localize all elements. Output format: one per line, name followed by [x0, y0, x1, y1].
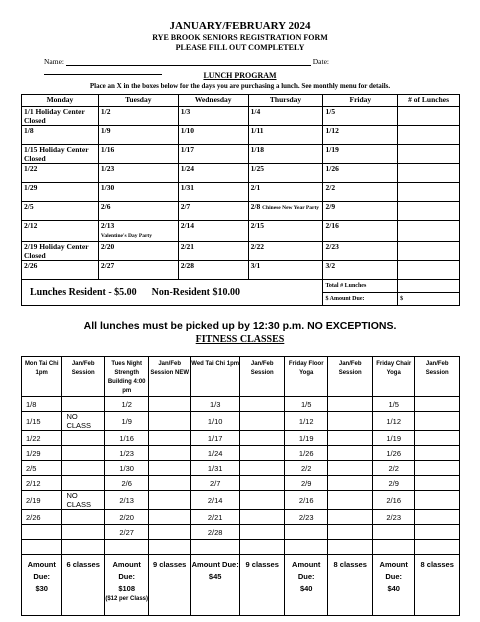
lunch-day-cell[interactable]	[22, 164, 99, 183]
fitness-session-cell[interactable]	[328, 397, 373, 412]
date-label: Date:	[312, 57, 329, 66]
lunch-day-cell[interactable]	[178, 126, 248, 145]
valentines-note: Valentine's Day Party	[100, 233, 152, 239]
lunch-day-cell[interactable]	[98, 164, 178, 183]
fitness-date-cell: 2/9	[372, 476, 414, 491]
fitness-session-cell[interactable]	[415, 540, 460, 555]
fitness-session-cell[interactable]	[240, 476, 285, 491]
fitness-session-cell[interactable]	[149, 540, 190, 555]
fitness-date-cell: 1/15	[22, 412, 62, 431]
fitness-session-cell[interactable]	[328, 431, 373, 446]
fitness-column-header: Mon Tai Chi 1pm	[22, 357, 62, 397]
fitness-session-cell[interactable]: NO CLASS	[62, 412, 104, 431]
lunch-day-cell[interactable]	[22, 202, 99, 221]
lunch-row	[22, 242, 460, 261]
lunch-date: 1/23	[100, 164, 115, 173]
lunch-date: 2/15	[250, 221, 264, 230]
lunch-day-cell[interactable]	[178, 202, 248, 221]
lunch-date: 2/7	[180, 202, 191, 211]
footer-label: Amount Due:	[112, 560, 141, 581]
fitness-session-cell[interactable]	[149, 491, 190, 510]
lunch-row	[22, 145, 460, 164]
lunch-date: 1/22	[24, 164, 38, 173]
fitness-column-header: Jan/Feb Session	[62, 357, 104, 397]
lunch-table	[21, 94, 460, 306]
fitness-column-header: Friday Chair Yoga	[372, 357, 414, 397]
fitness-session-cell[interactable]	[415, 446, 460, 461]
footer-amount: $30	[35, 584, 48, 593]
fitness-session-cell[interactable]	[149, 476, 190, 491]
fitness-session-cell[interactable]	[149, 412, 190, 431]
lunch-count-cell[interactable]	[398, 107, 460, 126]
fitness-row	[22, 397, 460, 412]
fitness-date-cell: 2/9	[284, 476, 327, 491]
fitness-date-cell: 1/12	[284, 412, 327, 431]
lunch-date: 1/25	[250, 164, 264, 173]
fitness-date-cell: 2/2	[284, 461, 327, 476]
fitness-footer-cell	[240, 555, 285, 616]
fitness-column-header: Wed Tai Chi 1pm	[190, 357, 240, 397]
fitness-row	[22, 446, 460, 461]
fitness-session-cell[interactable]	[328, 525, 373, 540]
lunch-day-cell[interactable]	[98, 242, 178, 261]
lunch-day-cell[interactable]	[22, 261, 99, 280]
fitness-session-cell[interactable]	[328, 476, 373, 491]
lunch-day-cell[interactable]	[248, 261, 323, 280]
lunch-day-cell[interactable]	[323, 242, 398, 261]
fitness-session-cell[interactable]	[240, 431, 285, 446]
lunch-date: 2/14	[180, 221, 195, 230]
lunch-date: 2/27	[100, 261, 115, 270]
fitness-date-cell: 1/5	[284, 397, 327, 412]
lunch-column-header: Wednesday	[178, 95, 248, 107]
lunch-count-cell[interactable]	[398, 242, 460, 261]
lunch-date: 1/9	[100, 126, 111, 135]
lunch-price: Lunches Resident - $5.00 Non-Resident $10.00	[22, 280, 323, 306]
lunch-day-cell[interactable]	[178, 164, 248, 183]
fitness-date-cell: 1/30	[104, 461, 149, 476]
footer-label: Amount Due:	[27, 560, 56, 581]
fitness-footer-cell	[149, 555, 190, 616]
lunch-date: 1/10	[180, 126, 195, 135]
fitness-session-cell[interactable]	[62, 397, 104, 412]
fitness-date-cell: 1/17	[190, 431, 240, 446]
pickup-notice: All lunches must be picked up by 12:30 p.m. NO EXCEPTIONS.	[83, 320, 397, 332]
lunch-total-row	[22, 280, 460, 293]
lunch-column-header: Thursday	[248, 95, 323, 107]
fitness-date-cell	[190, 540, 240, 555]
fitness-column-header: Jan/Feb Session NEW	[149, 357, 190, 397]
amount-due-label: $ Amount Due:	[323, 293, 398, 306]
fitness-date-cell: 2/16	[284, 491, 327, 510]
fitness-session-cell[interactable]	[62, 525, 104, 540]
lunch-column-header: # of Lunches	[398, 95, 460, 107]
lunch-date: 2/2	[325, 183, 336, 192]
footer-amount: $40	[387, 584, 400, 593]
lunch-day-cell[interactable]	[248, 107, 323, 126]
lunch-day-cell[interactable]	[178, 242, 248, 261]
lunch-date: 1/29	[24, 183, 38, 192]
fitness-date-cell: 1/29	[22, 446, 62, 461]
fitness-date-cell: 1/10	[190, 412, 240, 431]
lunch-date: 1/5	[325, 107, 336, 116]
footer-note: ($12 per Class)	[105, 596, 149, 602]
form-instruction: PLEASE FILL OUT COMPLETELY	[175, 43, 305, 52]
fitness-date-cell: 2/14	[190, 491, 240, 510]
fitness-session-cell[interactable]	[149, 510, 190, 525]
lunch-day-cell[interactable]	[22, 107, 99, 126]
lunch-date: 1/24	[180, 164, 195, 173]
lunch-count-cell[interactable]	[398, 126, 460, 145]
fitness-session-cell[interactable]	[328, 412, 373, 431]
lunch-day-cell[interactable]	[22, 126, 99, 145]
lunch-day-cell[interactable]	[22, 221, 99, 242]
chinese-new-year-note: Chinese New Year Party	[262, 205, 320, 211]
lunch-day-cell[interactable]	[178, 261, 248, 280]
lunch-day-cell[interactable]	[98, 126, 178, 145]
lunch-day-cell[interactable]	[323, 202, 398, 221]
lunch-day-cell[interactable]	[22, 183, 99, 202]
fitness-column-header: Tues Night Strength Building 4:00 pm	[104, 357, 149, 397]
fitness-session-cell[interactable]	[328, 510, 373, 525]
fitness-row	[22, 510, 460, 525]
lunch-row	[22, 221, 460, 242]
fitness-row	[22, 461, 460, 476]
footer-amount: $40	[299, 584, 313, 593]
fitness-date-cell: 1/31	[190, 461, 240, 476]
fitness-session-cell[interactable]: NO CLASS	[62, 491, 104, 510]
fitness-date-cell	[22, 525, 62, 540]
fitness-footer-cell	[62, 555, 104, 616]
lunch-day-cell[interactable]	[323, 261, 398, 280]
fitness-session-cell[interactable]	[149, 461, 190, 476]
fitness-session-cell[interactable]	[62, 461, 104, 476]
fitness-session-cell[interactable]	[328, 540, 373, 555]
lunch-day-cell[interactable]	[323, 126, 398, 145]
fitness-date-cell: 1/3	[190, 397, 240, 412]
fitness-date-cell: 2/26	[22, 510, 62, 525]
footer-amount: $45	[208, 572, 222, 581]
fitness-date-cell: 1/5	[372, 397, 414, 412]
lunch-day-cell[interactable]	[248, 183, 323, 202]
lunch-count-cell[interactable]	[398, 164, 460, 183]
lunch-date: 2/22	[250, 242, 264, 251]
lunch-date: 1/2	[100, 107, 111, 116]
fitness-row	[22, 412, 460, 431]
fitness-date-cell: 1/26	[284, 446, 327, 461]
lunch-row	[22, 202, 460, 221]
fitness-date-cell: 2/12	[22, 476, 62, 491]
fitness-session-cell[interactable]	[415, 510, 460, 525]
fitness-session-cell[interactable]	[62, 510, 104, 525]
fitness-session-cell[interactable]	[415, 397, 460, 412]
lunch-date: 2/21	[180, 242, 195, 251]
lunch-day-cell[interactable]	[98, 145, 178, 164]
fitness-row	[22, 431, 460, 446]
footer-label: Amount Due:	[292, 560, 321, 581]
fitness-date-cell: 2/23	[284, 510, 327, 525]
footer-label: Amount Due:	[379, 560, 408, 581]
lunch-count-cell[interactable]	[398, 145, 460, 164]
fitness-session-cell[interactable]	[240, 412, 285, 431]
form-title: RYE BROOK SENIORS REGISTRATION FORM	[152, 33, 328, 42]
lunch-count-cell[interactable]	[398, 221, 460, 242]
total-lunches-field[interactable]	[398, 280, 460, 293]
name-field[interactable]	[66, 58, 311, 66]
fitness-date-cell: 1/24	[190, 446, 240, 461]
lunch-date: 1/26	[325, 164, 339, 173]
page-title: JANUARY/FEBRUARY 2024	[169, 20, 311, 32]
lunch-date: 1/31	[180, 183, 195, 192]
lunch-day-cell[interactable]	[98, 183, 178, 202]
lunch-row	[22, 107, 460, 126]
fitness-row	[22, 525, 460, 540]
fitness-session-cell[interactable]	[240, 491, 285, 510]
fitness-date-cell	[104, 540, 149, 555]
lunch-column-header: Friday	[323, 95, 398, 107]
fitness-date-cell: 2/2	[372, 461, 414, 476]
lunch-day-cell[interactable]	[248, 221, 323, 242]
lunch-count-cell[interactable]	[398, 202, 460, 221]
total-lunches-label: Total # Lunches	[323, 280, 398, 293]
lunch-date: 1/12	[325, 126, 339, 135]
lunch-day-cell[interactable]	[248, 164, 323, 183]
lunch-program-title: LUNCH PROGRAM	[203, 71, 277, 80]
fitness-footer-cell	[104, 555, 149, 616]
lunch-day-cell[interactable]	[323, 164, 398, 183]
lunch-date: 1/30	[100, 183, 115, 192]
lunch-date: 1/18	[250, 145, 264, 154]
fitness-column-header: Jan/Feb Session	[240, 357, 285, 397]
fitness-date-cell: 2/28	[190, 525, 240, 540]
fitness-date-cell: 2/21	[190, 510, 240, 525]
fitness-footer-cell	[372, 555, 414, 616]
lunch-count-cell[interactable]	[398, 261, 460, 280]
fitness-session-cell[interactable]	[149, 397, 190, 412]
footer-label: Amount Due:	[191, 560, 239, 569]
lunch-day-cell[interactable]	[248, 202, 323, 221]
fitness-footer-cell	[190, 555, 240, 616]
fitness-date-cell: 1/9	[104, 412, 149, 431]
lunch-day-cell[interactable]	[323, 183, 398, 202]
lunch-day-cell[interactable]	[22, 242, 99, 261]
fitness-session-cell[interactable]	[328, 446, 373, 461]
fitness-date-cell: 2/20	[104, 510, 149, 525]
lunch-date: 1/1 Holiday Center Closed	[24, 107, 85, 125]
fitness-table	[21, 356, 460, 616]
fitness-date-cell	[372, 540, 414, 555]
lunch-day-cell[interactable]	[178, 145, 248, 164]
lunch-date: 1/4	[250, 107, 261, 116]
fitness-row	[22, 540, 460, 555]
lunch-day-cell[interactable]	[248, 145, 323, 164]
lunch-day-cell[interactable]	[22, 145, 99, 164]
lunch-instructions: Place an X in the boxes below for the days you are purchasing a lunch. See monthly menu for details.	[89, 82, 391, 90]
fitness-date-cell	[22, 540, 62, 555]
lunch-date: 2/20	[100, 242, 115, 251]
fitness-date-cell: 2/7	[190, 476, 240, 491]
lunch-date: 2/12	[24, 221, 38, 230]
fitness-session-cell[interactable]	[415, 412, 460, 431]
amount-due-field[interactable]: $	[398, 293, 460, 306]
footer-label: 8 classes	[333, 560, 367, 569]
fitness-date-cell	[284, 540, 327, 555]
fitness-date-cell: 1/23	[104, 446, 149, 461]
lunch-date: 1/19	[325, 145, 339, 154]
lunch-date: 2/26	[24, 261, 38, 270]
fitness-session-cell[interactable]	[328, 491, 373, 510]
lunch-date: 1/17	[180, 145, 195, 154]
lunch-column-header: Monday	[22, 95, 99, 107]
fitness-column-header: Jan/Feb Session	[328, 357, 373, 397]
fitness-footer-row	[22, 555, 460, 616]
fitness-session-cell[interactable]	[240, 540, 285, 555]
lunch-row	[22, 183, 460, 202]
fitness-classes-title: FITNESS CLASSES	[195, 334, 285, 345]
fitness-row	[22, 476, 460, 491]
lunch-date: 2/9	[325, 202, 336, 211]
fitness-footer-cell	[328, 555, 373, 616]
fitness-footer-cell	[415, 555, 460, 616]
fitness-session-cell[interactable]	[240, 397, 285, 412]
fitness-session-cell[interactable]	[415, 525, 460, 540]
lunch-date: 2/8	[250, 202, 261, 211]
fitness-date-cell: 2/6	[104, 476, 149, 491]
lunch-day-cell[interactable]	[98, 221, 178, 242]
fitness-date-cell: 2/23	[372, 510, 414, 525]
fitness-date-cell: 2/27	[104, 525, 149, 540]
lunch-row	[22, 126, 460, 145]
fitness-footer-cell	[22, 555, 62, 616]
fitness-row	[22, 491, 460, 510]
footer-label: 9 classes	[245, 560, 279, 569]
lunch-date: 2/1	[250, 183, 261, 192]
fitness-date-cell: 1/19	[284, 431, 327, 446]
lunch-date: 2/23	[325, 242, 339, 251]
fitness-session-cell[interactable]	[240, 510, 285, 525]
fitness-session-cell[interactable]	[62, 540, 104, 555]
lunch-date: 1/3	[180, 107, 191, 116]
fitness-session-cell[interactable]	[240, 461, 285, 476]
lunch-date: 3/1	[250, 261, 261, 270]
footer-label: 9 classes	[152, 560, 187, 569]
lunch-date: 2/5	[24, 202, 34, 211]
lunch-date: 2/6	[100, 202, 111, 211]
fitness-session-cell[interactable]	[328, 461, 373, 476]
fitness-session-cell[interactable]	[149, 431, 190, 446]
lunch-day-cell[interactable]	[98, 107, 178, 126]
fitness-session-cell[interactable]	[415, 476, 460, 491]
fitness-date-cell: 2/13	[104, 491, 149, 510]
fitness-session-cell[interactable]	[415, 491, 460, 510]
lunch-day-cell[interactable]	[98, 261, 178, 280]
lunch-date: 2/28	[180, 261, 195, 270]
lunch-day-cell[interactable]	[178, 221, 248, 242]
fitness-date-cell: 1/8	[22, 397, 62, 412]
lunch-date: 2/19 Holiday Center Closed	[24, 242, 89, 260]
fitness-date-cell: 1/16	[104, 431, 149, 446]
fitness-session-cell[interactable]	[149, 446, 190, 461]
lunch-day-cell[interactable]	[248, 242, 323, 261]
lunch-day-cell[interactable]	[323, 145, 398, 164]
footer-amount: $108	[118, 584, 136, 593]
fitness-date-cell: 1/12	[372, 412, 414, 431]
lunch-column-header: Tuesday	[98, 95, 178, 107]
lunch-date: 2/16	[325, 221, 339, 230]
footer-label: 6 classes	[66, 560, 100, 569]
lunch-row	[22, 261, 460, 280]
fitness-footer-cell	[284, 555, 327, 616]
name-label: Name:	[44, 57, 64, 66]
fitness-session-cell[interactable]	[62, 476, 104, 491]
lunch-date: 1/16	[100, 145, 115, 154]
lunch-day-cell[interactable]	[178, 183, 248, 202]
fitness-date-cell: 1/19	[372, 431, 414, 446]
lunch-day-cell[interactable]	[178, 107, 248, 126]
fitness-date-cell: 1/26	[372, 446, 414, 461]
fitness-date-cell	[284, 525, 327, 540]
fitness-session-cell[interactable]	[62, 431, 104, 446]
fitness-column-header: Friday Floor Yoga	[284, 357, 327, 397]
lunch-date: 3/2	[325, 261, 336, 270]
fitness-session-cell[interactable]	[149, 525, 190, 540]
lunch-date: 1/15 Holiday Center Closed	[24, 145, 89, 163]
lunch-day-cell[interactable]	[98, 202, 178, 221]
fitness-date-cell	[372, 525, 414, 540]
fitness-session-cell[interactable]	[240, 525, 285, 540]
fitness-date-cell: 2/5	[22, 461, 62, 476]
fitness-session-cell[interactable]	[240, 446, 285, 461]
footer-label: 8 classes	[420, 560, 454, 569]
fitness-session-cell[interactable]	[415, 461, 460, 476]
fitness-date-cell: 2/19	[22, 491, 62, 510]
lunch-date: 1/11	[250, 126, 264, 135]
fitness-session-cell[interactable]	[415, 431, 460, 446]
fitness-session-cell[interactable]	[62, 446, 104, 461]
lunch-date: 2/13	[100, 221, 115, 230]
lunch-day-cell[interactable]	[248, 126, 323, 145]
lunch-row	[22, 164, 460, 183]
lunch-day-cell[interactable]	[323, 221, 398, 242]
fitness-date-cell: 2/16	[372, 491, 414, 510]
lunch-count-cell[interactable]	[398, 183, 460, 202]
fitness-date-cell: 1/22	[22, 431, 62, 446]
lunch-day-cell[interactable]	[323, 107, 398, 126]
fitness-column-header: Jan/Feb Session	[415, 357, 460, 397]
fitness-date-cell: 1/2	[104, 397, 149, 412]
lunch-date: 1/8	[24, 126, 34, 135]
